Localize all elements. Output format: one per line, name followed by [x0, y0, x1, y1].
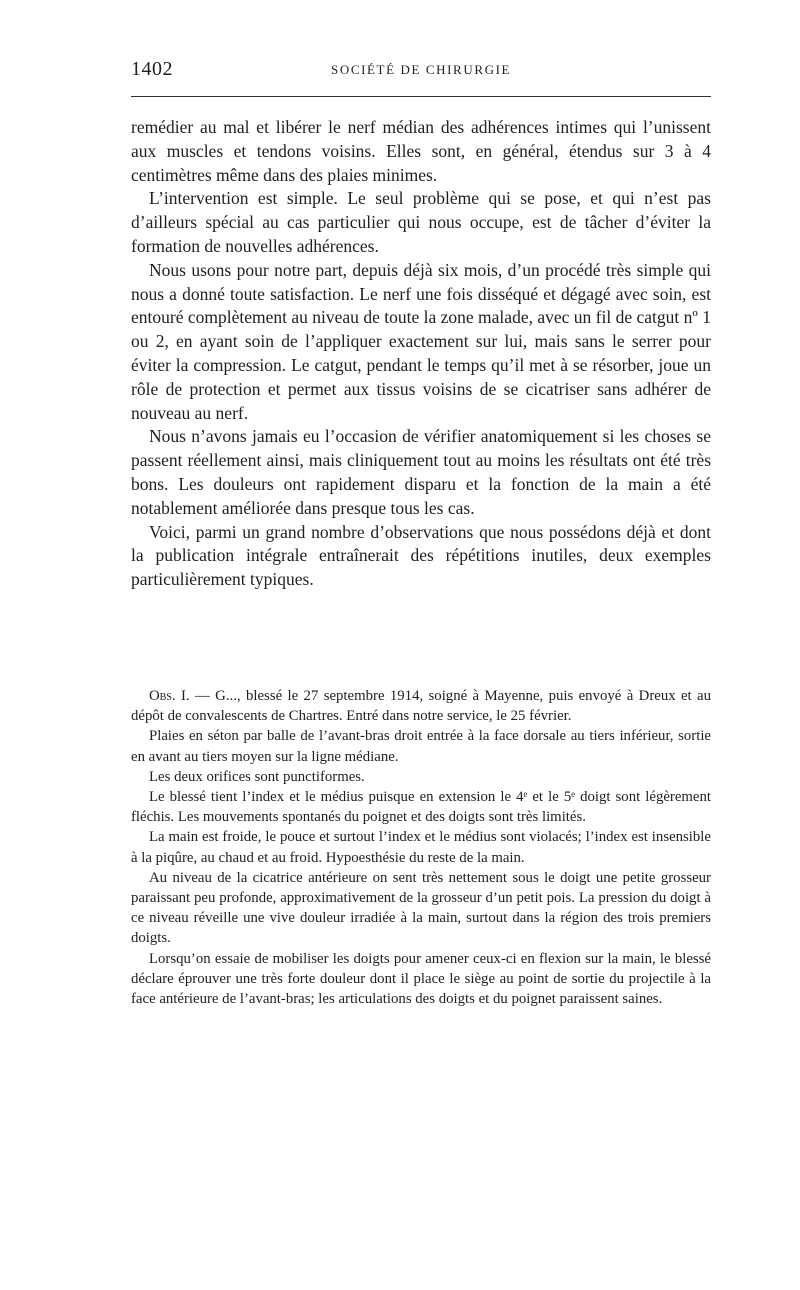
observation-label: Obs. I. [149, 688, 190, 704]
header-rule [131, 96, 711, 97]
paragraph: Voici, parmi un grand nombre d’observations que nous possédons déjà et dont la publication intégrale entraînerait des répétitions inutiles, deux exemples particulièrement typiques. [131, 521, 711, 590]
main-text [131, 116, 711, 592]
page-number: 1402 [131, 58, 173, 80]
paragraph: remédier au mal et libérer le nerf médian des adhérences intimes qui l’unissent aux muscles et tendons voisins. Elles sont, en général, étendus sur 3 à 4 centimètres même dans des plaies minimes. [131, 117, 711, 185]
paragraph: L’intervention est simple. Le seul problème qui se pose, et qui n’est pas d’ailleurs spécial au cas particulier qui nous occupe, est de tâcher d’éviter la formation de nouvelles adhérences. [131, 188, 711, 256]
observation-intro-text: — G..., blessé le 27 septembre 1914, soigné à Mayenne, puis envoyé à Dreux et au dépôt de convalescents de Chartres. Entré dans notre service, le 25 février. [131, 688, 711, 725]
observation-paragraph: Les deux orifices sont punctiformes. [149, 768, 365, 785]
observation-paragraph: Lorsqu’on essaie de mobiliser les doigts pour amener ceux-ci en flexion sur la main, le blessé déclare éprouver une très forte douleur dont il place le siège au point de sortie du projectile à la face antérieure de l’avant-bras; les articulations des doigts et du poignet paraissent saines. [131, 950, 711, 1008]
observation-paragraph: La main est froide, le pouce et surtout l’index et le médius sont violacés; l’index est insensible à la piqûre, au chaud et au froid. Hypoesthésie du reste de la main. [131, 829, 711, 866]
observation-intro [131, 686, 711, 726]
running-head: SOCIÉTÉ DE CHIRURGIE [331, 62, 512, 77]
observation-paragraph: Le blessé tient l’index et le médius puisque en extension le 4ᵉ et le 5ᵉ doigt sont légèrement fléchis. Les mouvements spontanés du poignet et des doigts sont très limités. [131, 789, 711, 826]
observation-section [131, 686, 711, 1009]
page-header [131, 58, 711, 84]
observation-paragraph: Plaies en séton par balle de l’avant-bras droit entrée à la face dorsale au tiers inférieur, sortie en avant au tiers moyen sur la ligne médiane. [131, 728, 711, 765]
observation-paragraph: Au niveau de la cicatrice antérieure on sent très nettement sous le doigt une petite grosseur paraissant peu profonde, approximativement de la grosseur d’un petit pois. La pression du doigt à ce niveau réveille une vive douleur irradiée à la main, surtout dans la région des trois premiers doigts. [131, 869, 711, 947]
paragraph: Nous n’avons jamais eu l’occasion de vérifier anatomiquement si les choses se passent réellement ainsi, mais cliniquement tout au moins les résultats ont été très bons. Les douleurs ont rapidement disparu et la fonction de la main a été notablement améliorée dans presque tous les cas. [131, 426, 711, 518]
paragraph: Nous usons pour notre part, depuis déjà six mois, d’un procédé très simple qui nous a donné toute satisfaction. Le nerf une fois disséqué et dégagé avec soin, est entouré complètement au niveau de toute la zone malade, avec un fil de catgut nº 1 ou 2, en ayant soin de l’appliquer exactement sur lui, mais sans le serrer pour éviter la compression. Le catgut, pendant le temps qu’il met à se résorber, joue un rôle de protection et permet aux tissus voisins de se cicatriser sans adhérer de nouveau au nerf. [131, 259, 711, 423]
